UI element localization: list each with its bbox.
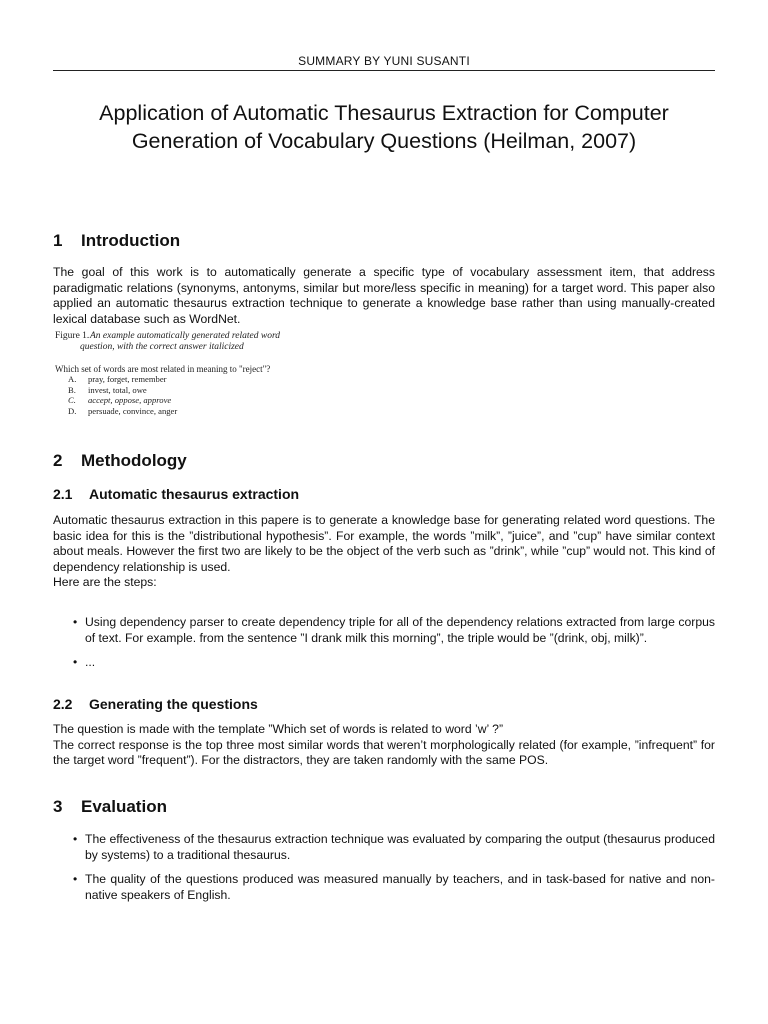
list-item bbox=[53, 655, 715, 671]
list-item-text: The quality of the questions produced was measured manually by teachers, and in task-based for native and non-native speakers of English. bbox=[85, 872, 715, 902]
questions-response-text: The correct response is the top three most similar words that weren’t morphologically related (for example, ”infrequent” for the target word ”frequent”). For the distractors, they are taken randomly with the same POS. bbox=[53, 737, 715, 767]
option-letter: B. bbox=[68, 384, 76, 395]
subsection-heading-thesaurus-extraction bbox=[53, 486, 299, 502]
section-number: 3 bbox=[53, 797, 63, 816]
list-item bbox=[53, 872, 715, 903]
steps-list bbox=[53, 615, 715, 680]
questions-paragraph bbox=[53, 722, 715, 769]
figure-option bbox=[55, 406, 295, 417]
bullet-icon: • bbox=[73, 655, 78, 669]
figure-caption-line-2: question, with the correct answer italicized bbox=[80, 342, 244, 352]
subsection-number: 2.1 bbox=[53, 486, 73, 502]
section-heading-introduction bbox=[53, 231, 180, 251]
option-text: persuade, convince, anger bbox=[88, 405, 178, 416]
section-heading-evaluation bbox=[53, 797, 167, 817]
section-title: Methodology bbox=[81, 451, 187, 470]
section-number: 1 bbox=[53, 231, 63, 250]
figure-option-correct bbox=[55, 395, 295, 406]
option-letter: A. bbox=[68, 374, 77, 384]
paper-title bbox=[53, 99, 715, 155]
evaluation-list bbox=[53, 832, 715, 912]
intro-paragraph bbox=[53, 265, 715, 327]
figure-1 bbox=[55, 331, 295, 416]
section-number: 2 bbox=[53, 451, 63, 470]
option-letter: D. bbox=[68, 405, 77, 416]
methodology-paragraph bbox=[53, 513, 715, 591]
section-title: Evaluation bbox=[81, 797, 167, 816]
option-text: invest, total, owe bbox=[88, 384, 147, 395]
subsection-number: 2.2 bbox=[53, 696, 73, 712]
option-text: accept, oppose, approve bbox=[88, 395, 172, 405]
header-rule bbox=[53, 70, 715, 71]
figure-caption-line-1: An example automatically generated related word bbox=[90, 331, 281, 341]
questions-template-text: The question is made with the template ”Which set of words is related to word ’w’ ?” bbox=[53, 722, 504, 736]
figure-question: Which set of words are most related in meaning to "reject"? bbox=[55, 364, 271, 374]
bullet-icon: • bbox=[73, 872, 78, 886]
option-text: pray, forget, remember bbox=[88, 374, 167, 384]
running-header: SUMMARY BY YUNI SUSANTI bbox=[298, 54, 470, 68]
methodology-text: Automatic thesaurus extraction in this papere is to generate a knowledge base for generating related word questions. The basic idea for this is the ”distributional hypothesis”. For example, the words ”milk”, ”juice”, and ”cup” have similar context about meals. However the first two are likely to be the object of the verb such as ”drink”, while ”cup” would not. This kind of dependency relationship is used. bbox=[53, 513, 715, 574]
subsection-title: Generating the questions bbox=[89, 696, 258, 712]
section-heading-methodology bbox=[53, 451, 187, 471]
list-item-text: The effectiveness of the thesaurus extraction technique was evaluated by comparing the output (thesaurus produced by systems) to a traditional thesaurus. bbox=[85, 832, 715, 862]
steps-intro: Here are the steps: bbox=[53, 575, 157, 589]
intro-text: The goal of this work is to automatically generate a specific type of vocabulary assessment item, that address paradigmatic relations (synonyms, antonyms, similar but more/less specific in meaning) for a target word. This paper also applied an automatic thesaurus extraction technique to generate a knowledge base rather than using manually-created lexical database such as WordNet. bbox=[53, 265, 715, 326]
subsection-heading-generating-questions bbox=[53, 696, 258, 712]
section-title: Introduction bbox=[81, 231, 181, 250]
list-item bbox=[53, 832, 715, 863]
figure-label: Figure 1. bbox=[55, 331, 90, 341]
list-item-text: ... bbox=[85, 655, 96, 669]
figure-option bbox=[55, 374, 295, 385]
bullet-icon: • bbox=[73, 615, 78, 629]
list-item bbox=[53, 615, 715, 646]
figure-option bbox=[55, 385, 295, 396]
option-letter: C. bbox=[68, 395, 76, 405]
title-line-1: Application of Automatic Thesaurus Extraction for Computer bbox=[99, 101, 669, 125]
list-item-text: Using dependency parser to create dependency triple for all of the dependency relations extracted from large corpus of text. For example. from the sentence ”I drank milk this morning”, the triple would be ”(drink, obj, milk)”. bbox=[85, 615, 715, 645]
figure-caption bbox=[55, 331, 295, 353]
bullet-icon: • bbox=[73, 832, 78, 846]
subsection-title: Automatic thesaurus extraction bbox=[89, 486, 300, 502]
title-line-2: Generation of Vocabulary Questions (Heilman, 2007) bbox=[131, 129, 637, 153]
